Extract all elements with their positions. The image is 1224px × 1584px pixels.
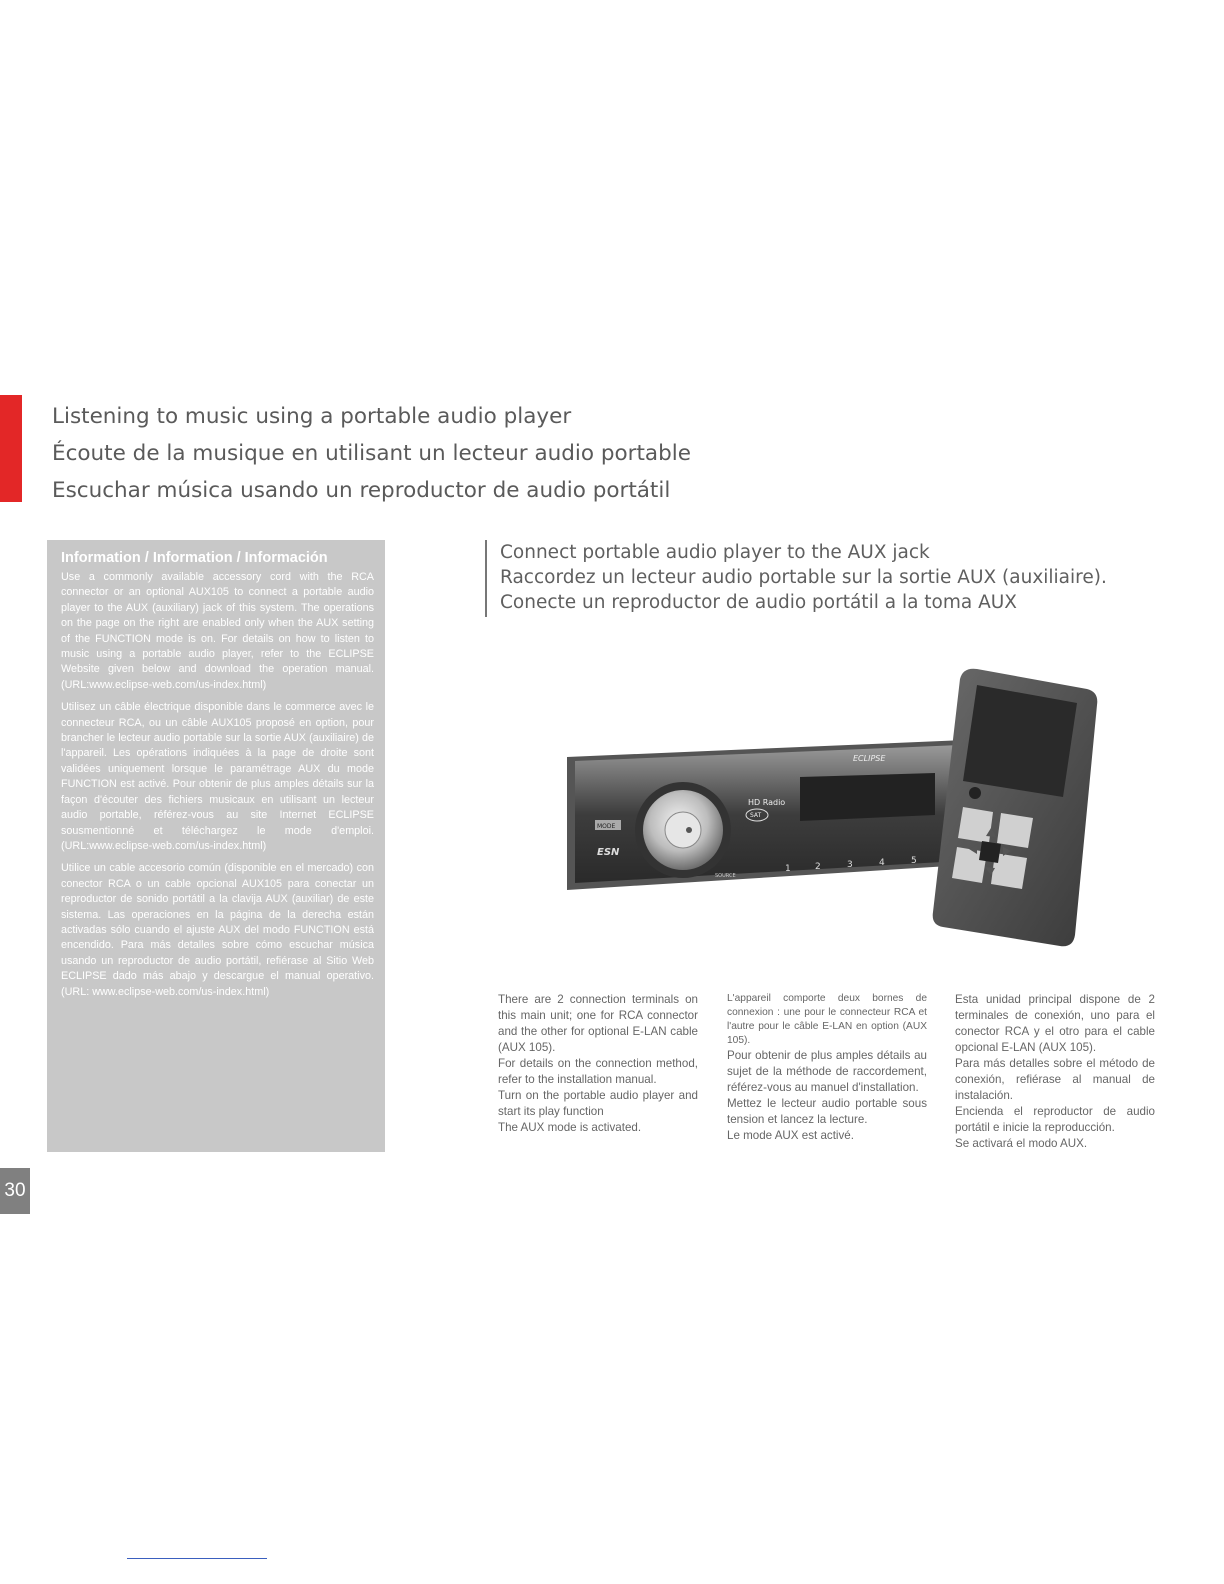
instruction-play: Mettez le lecteur audio portable sous tension et lancez la lecture. [727,1097,927,1126]
instruction-play: Turn on the portable audio player and start its play function [498,1089,698,1118]
instructions-column-en [498,992,698,1136]
instructions-column-es [955,992,1155,1152]
information-title: Information / Information / Información [61,550,328,566]
sat-logo: SAT [750,812,762,819]
instruction-result: Le mode AUX est activé. [727,1129,854,1142]
preset-5: 5 [911,856,917,866]
page-number: 30 [0,1168,30,1214]
page-title-fr: Écoute de la musique en utilisant un lecteur audio portable [52,441,691,466]
head-unit-and-player-illustration [565,665,1115,965]
display-panel [800,773,935,821]
step-heading-es: Conecte un reproductor de audio portátil a la toma AUX [500,592,1017,613]
instruction-terminals: There are 2 connection terminals on this main unit; one for RCA connector and the other for optional E-LAN cable (AUX 105). [498,993,698,1054]
instructions-column-fr [727,992,927,1144]
information-paragraph-fr: Utilisez un câble électrique disponible dans le commerce avec le connecteur RCA, ou un câble AUX105 proposé en option, pour brancher le lecteur audio portable sur la sortie AUX (auxiliaire) de l'appareil. Les opérations indiquées à la page de droite sont validées uniquement lorsque le paramétrage AUX du mode FUNCTION est activé. Pour obtenir de plus amples détails sur la façon d'écouter des fichiers musicaux en utilisant un lecteur audio portable, référez-vous au site Internet ECLIPSE sousmentionné et téléchargez le mode d'emploi. (URL:www.eclipse-web.com/us-index.html) [61,701,374,852]
instruction-terminals: Esta unidad principal dispone de 2 terminales de conexión, uno para el conector RCA y el otro para el cable opcional E-LAN (AUX 105). [955,993,1155,1054]
portable-audio-player [933,669,1098,947]
hd-radio-logo: HD Radio [748,798,786,807]
instruction-result: The AUX mode is activated. [498,1121,642,1134]
player-screen [963,685,1077,797]
step-heading-fr: Raccordez un lecteur audio portable sur la sortie AUX (auxiliaire). [500,567,1107,588]
instruction-details: Pour obtenir de plus amples détails au sujet de la méthode de raccordement, référez-vous au manuel d'installation. [727,1049,927,1094]
instruction-details: For details on the connection method, refer to the installation manual. [498,1057,698,1086]
step-heading-en: Connect portable audio player to the AUX jack [500,542,930,563]
page-title-es: Escuchar música usando un reproductor de audio portátil [52,478,671,503]
step-heading [500,540,1107,615]
page-title-group [52,398,691,509]
footer-rule [127,1558,267,1559]
preset-1: 1 [785,864,791,874]
esn-logo: ESN [597,847,620,858]
head-unit [567,740,965,890]
preset-3: 3 [847,860,853,870]
instruction-result: Se activará el modo AUX. [955,1137,1088,1150]
page-title-en: Listening to music using a portable audio player [52,404,572,429]
instruction-play: Encienda el reproductor de audio portátil e inicie la reproducción. [955,1105,1155,1134]
information-paragraph-en: Use a commonly available accessory cord with the RCA connector or an optional AUX105 to connect a portable audio player to the AUX (auxiliary) jack of this system. The operations on the page on the right are enabled only when the AUX setting of the FUNCTION mode is on. For details on how to listen to music using a portable audio player, refer to the ECLIPSE Website given below and download the operation manual. (URL:www.eclipse-web.com/us-index.html) [61,571,374,691]
instruction-details: Para más detalles sobre el método de conexión, refiérase al manual de instalación. [955,1057,1155,1102]
preset-2: 2 [815,862,821,872]
instruction-terminals: L'appareil comporte deux bornes de connexion : une pour le connecteur RCA et l'autre pour le câble E-LAN en option (AUX 105). [727,993,927,1046]
source-label: SOURCE [715,873,736,879]
section-marker [0,395,22,502]
step-rule [485,540,487,617]
preset-4: 4 [879,858,885,868]
mode-label: MODE [597,823,616,830]
information-box [47,540,385,1152]
eclipse-logo: ECLIPSE [853,754,886,763]
information-paragraph-es: Utilice un cable accesorio común (disponible en el mercado) con conector RCA o un cable opcional AUX105 para conectar un reproductor de sonido portátil a la clavija AUX (auxiliar) de este sistema. Las operaciones en la página de la derecha están activadas sólo cuando el ajuste AUX del modo FUNCTION está encendido. Para más detalles sobre cómo escuchar música usando un reproductor de audio portátil, refiérase al Sitio Web ECLIPSE dado más abajo y descargue el manual operativo. (URL: www.eclipse-web.com/us-index.html) [61,862,374,998]
